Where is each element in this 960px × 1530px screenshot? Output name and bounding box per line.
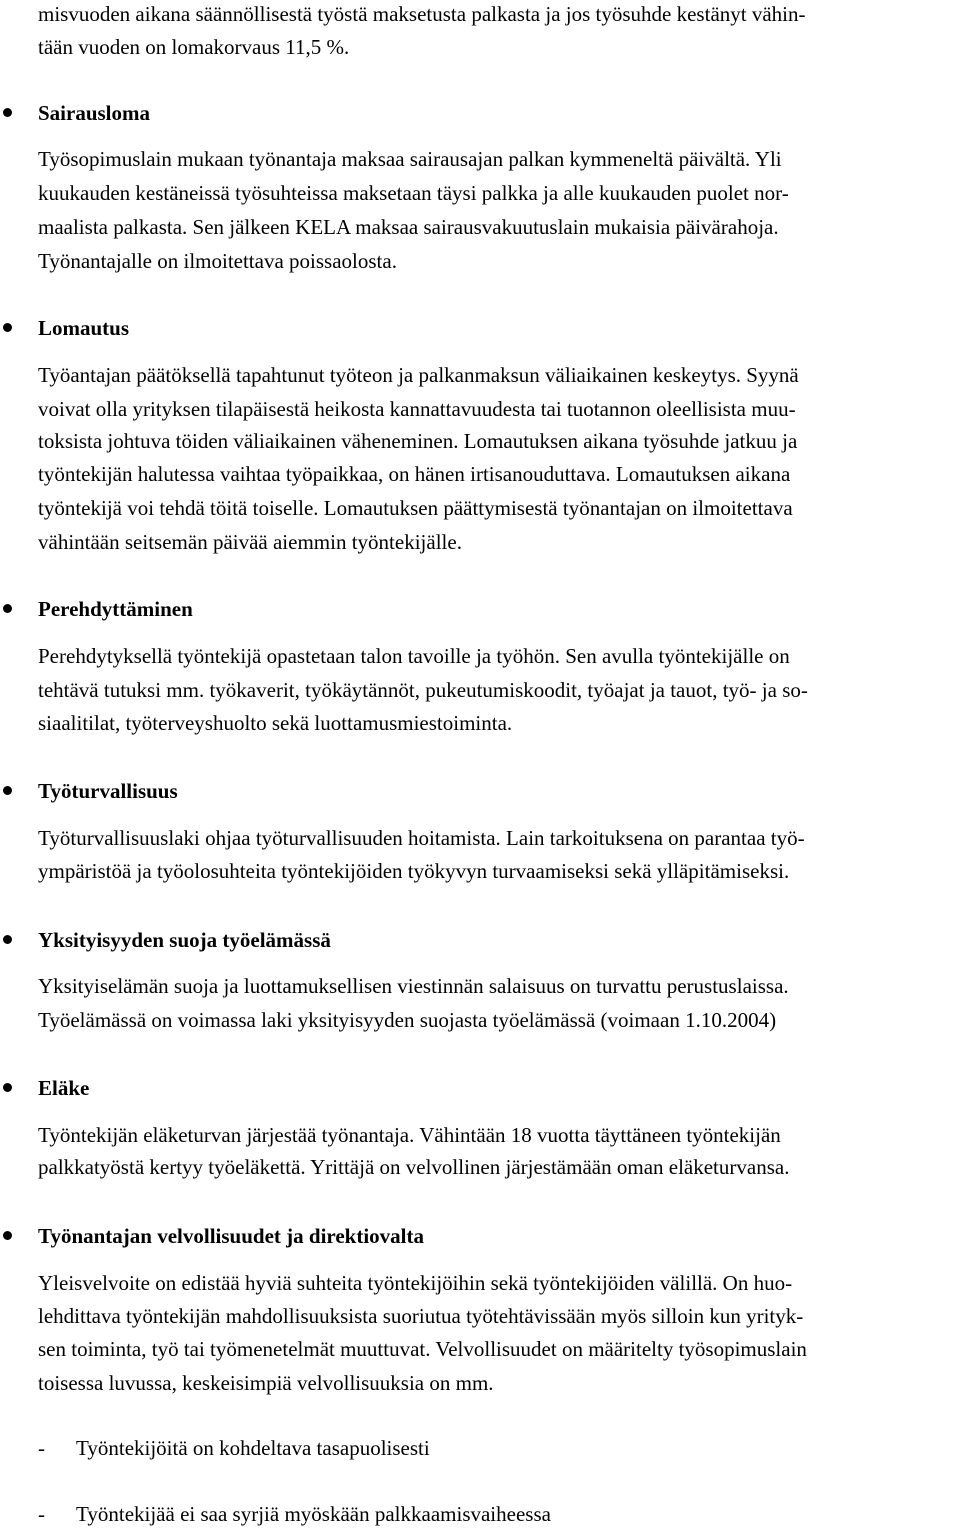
paragraph-line: lehdittava työntekijän mahdollisuuksista suoriutua työtehtävissään myös silloin kun yrityk-	[38, 1304, 804, 1328]
dash-marker: -	[38, 1436, 45, 1460]
bullet-icon	[3, 786, 12, 795]
section-heading-lomautus: Lomautus	[38, 316, 130, 340]
section-heading-tyoturvallisuus: Työturvallisuus	[38, 779, 178, 803]
paragraph-line: sen toiminta, työ tai työmenetelmät muuttuvat. Velvollisuudet on määritelty työsopimuslain	[38, 1337, 807, 1361]
paragraph-line: Työelämässä on voimassa laki yksityisyyden suojasta työelämässä (voimaan 1.10.2004)	[38, 1008, 777, 1032]
paragraph-line: Työsopimuslain mukaan työnantaja maksaa sairausajan palkan kymmeneltä päivältä. Yli	[38, 147, 782, 171]
list-item: Työntekijää ei saa syrjiä myöskään palkkaamisvaiheessa	[76, 1502, 551, 1526]
section-heading-elake: Eläke	[38, 1076, 90, 1100]
paragraph-line: palkkatyöstä kertyy työeläkettä. Yrittäjä on velvollinen järjestämään oman eläketurvansa.	[38, 1155, 790, 1179]
paragraph-line: kuukauden kestäneissä työsuhteissa maksetaan täysi palkka ja alle kuukauden puolet nor-	[38, 181, 789, 205]
paragraph-line: Perehdytyksellä työntekijä opastetaan talon tavoille ja työhön. Sen avulla työntekijälle on	[38, 644, 790, 668]
paragraph-line: vähintään seitsemän päivää aiemmin työntekijälle.	[38, 530, 462, 554]
paragraph-line: Työantajan päätöksellä tapahtunut työteon ja palkanmaksun väliaikainen keskeytys. Syynä	[38, 363, 799, 387]
bullet-icon	[3, 108, 12, 117]
paragraph-line: Työnantajalle on ilmoitettava poissaolosta.	[38, 249, 397, 273]
paragraph-line: tehtävä tutuksi mm. työkaverit, työkäytännöt, pukeutumiskoodit, työajat ja tauot, työ- ja so-	[38, 678, 808, 702]
paragraph-line: Yleisvelvoite on edistää hyviä suhteita työntekijöihin sekä työntekijöiden välillä. On huo-	[38, 1271, 793, 1295]
intro-line: misvuoden aikana säännöllisestä työstä maksetusta palkasta ja jos työsuhde kestänyt vähin-	[38, 2, 806, 26]
paragraph-line: ympäristöä ja työolosuhteita työntekijöiden työkyvyn turvaamiseksi sekä ylläpitämiseksi.	[38, 859, 790, 883]
bullet-icon	[3, 1083, 12, 1092]
bullet-icon	[3, 1231, 12, 1240]
paragraph-line: toksista johtuva töiden väliaikainen väheneminen. Lomautuksen aikana työsuhde jatkuu ja	[38, 429, 798, 453]
list-item: Työntekijöitä on kohdeltava tasapuolisesti	[76, 1436, 430, 1460]
intro-line: tään vuoden on lomakorvaus 11,5 %.	[38, 35, 350, 59]
paragraph-line: Yksityiselämän suoja ja luottamuksellisen viestinnän salaisuus on turvattu perustuslaissa.	[38, 974, 789, 998]
paragraph-line: Työturvallisuuslaki ohjaa työturvallisuuden hoitamista. Lain tarkoituksena on parantaa työ-	[38, 826, 805, 850]
paragraph-line: toisessa luvussa, keskeisimpiä velvollisuuksia on mm.	[38, 1371, 494, 1395]
bullet-icon	[3, 323, 12, 332]
dash-marker: -	[38, 1502, 45, 1526]
paragraph-line: työntekijän halutessa vaihtaa työpaikkaa, on hänen irtisanouduttava. Lomautuksen aikana	[38, 462, 791, 486]
paragraph-line: voivat olla yrityksen tilapäisestä heikosta kannattavuudesta tai tuotannon oleellisista muu-	[38, 397, 796, 421]
section-heading-perehdyttaminen: Perehdyttäminen	[38, 597, 193, 621]
bullet-icon	[3, 604, 12, 613]
paragraph-line: maalista palkasta. Sen jälkeen KELA maksaa sairausvakuutuslain mukaisia päivärahoja.	[38, 215, 779, 239]
paragraph-line: siaalitilat, työterveyshuolto sekä luottamusmiestoiminta.	[38, 711, 513, 735]
section-heading-yksityisyyden-suoja: Yksityisyyden suoja työelämässä	[38, 928, 331, 952]
paragraph-line: työntekijä voi tehdä töitä toiselle. Lomautuksen päättymisestä työnantajan on ilmoitettava	[38, 496, 793, 520]
paragraph-line: Työntekijän eläketurvan järjestää työnantaja. Vähintään 18 vuotta täyttäneen työntekijän	[38, 1123, 781, 1147]
bullet-icon	[3, 935, 12, 944]
section-heading-sairausloma: Sairausloma	[38, 101, 151, 125]
section-heading-tyonantajan-velvollisuudet: Työnantajan velvollisuudet ja direktiovalta	[38, 1224, 425, 1248]
